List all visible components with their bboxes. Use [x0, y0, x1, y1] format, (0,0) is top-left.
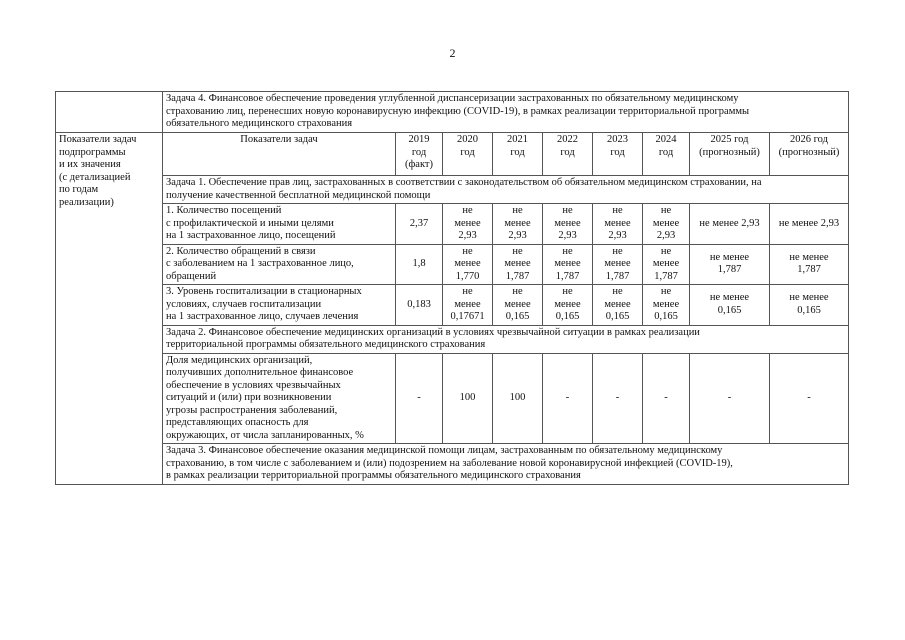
- year-header-line: год: [510, 146, 525, 158]
- indicator-label: [163, 244, 396, 285]
- value-cell-line: менее: [454, 217, 481, 229]
- value-cell: [443, 244, 493, 285]
- value-2026-line: 0,165: [797, 304, 821, 316]
- indicator-label-line: обеспечение в условиях чрезвычайных: [166, 379, 341, 391]
- task1-heading-line: получение качественной бесплатной медицинской помощи: [166, 189, 431, 201]
- value-cell-line: не: [612, 286, 623, 297]
- value-cell-line: не: [512, 205, 523, 216]
- value-cell-line: менее: [554, 298, 581, 310]
- empty-cell: [56, 92, 163, 133]
- task1-heading-line: Задача 1. Обеспечение прав лиц, застрахованных в соответствии с законодательством об обязательном медицинском страховании, на: [166, 177, 762, 188]
- left-header-line: подпрограммы: [59, 146, 126, 158]
- value-2025-line: не менее: [709, 292, 750, 304]
- value-2026-line: не менее: [789, 292, 829, 304]
- left-header-line: по годам: [59, 184, 99, 195]
- column-header-indicators-line: Показатели задач: [240, 134, 318, 145]
- value-cell-line: не: [612, 245, 623, 257]
- value-cell-line: 2,93: [656, 230, 676, 241]
- value-cell: [593, 285, 643, 326]
- year-header-line: год: [460, 146, 475, 158]
- indicator-label-line: получивших дополнительное финансовое: [166, 367, 354, 378]
- page-number: 2: [449, 46, 456, 60]
- year-header: [396, 133, 443, 176]
- value-cell-line: 2,93: [608, 230, 627, 241]
- value-cell-line: менее: [652, 298, 680, 310]
- value-cell-line: 1,787: [654, 270, 678, 282]
- value-2019: [396, 285, 443, 326]
- value-2026: [770, 285, 849, 326]
- value-cell-line: менее: [604, 217, 631, 229]
- value-cell-line: менее: [504, 217, 531, 229]
- year-header-line: 2019: [408, 134, 430, 145]
- value-cell-line: не: [562, 205, 573, 216]
- value-cell-line: менее: [604, 298, 631, 310]
- value-2025: [690, 244, 770, 285]
- year-header: [593, 133, 643, 176]
- value-cell-line: менее: [554, 217, 581, 229]
- year-header: [690, 133, 770, 176]
- value-cell: [443, 353, 493, 444]
- value-cell-line: не: [512, 286, 523, 297]
- table-row: [56, 204, 849, 245]
- value-cell-line: не: [562, 286, 573, 297]
- year-header-line: 2026 год: [790, 134, 828, 145]
- value-cell-line: менее: [604, 258, 631, 269]
- indicator-label-line: условиях, случаев госпитализации: [166, 298, 322, 310]
- year-header-line: 2025 год: [710, 134, 749, 145]
- value-cell-line: 0,17671: [450, 311, 485, 322]
- year-header-line: год: [560, 146, 575, 158]
- task4-heading-line: Задача 4. Финансовое обеспечение проведения углубленной диспансеризации застрахованных по обязательному медицинскому: [166, 93, 739, 104]
- value-2026-line: не менее 2,93: [778, 217, 840, 229]
- value-cell-line: менее: [652, 258, 680, 269]
- left-header-line: (с детализацией: [59, 171, 131, 183]
- indicator-label-line: на 1 застрахованное лицо, случаев лечения: [166, 311, 359, 322]
- value-2025-line: не менее 2,93: [699, 217, 760, 229]
- table-row: [56, 285, 849, 326]
- indicator-label-line: 3. Уровень госпитализации в стационарных: [166, 286, 362, 297]
- value-2025-line: 0,165: [717, 304, 742, 316]
- value-cell-line: 100: [509, 392, 526, 403]
- value-cell: [593, 244, 643, 285]
- value-cell-line: не: [562, 245, 573, 257]
- value-cell-line: менее: [454, 258, 481, 269]
- left-header: [56, 133, 163, 485]
- task2-heading-line: Задача 2. Финансовое обеспечение медицинских организаций в условиях чрезвычайной ситуации в рамках реализации: [166, 326, 700, 338]
- indicator-label: [163, 285, 396, 326]
- value-cell-line: не: [660, 286, 672, 297]
- indicator-label: [163, 353, 396, 444]
- year-header: [543, 133, 593, 176]
- indicator-label-line: 1. Количество посещений: [166, 205, 282, 216]
- value-cell: [493, 285, 543, 326]
- value-cell-line: -: [727, 392, 732, 403]
- indicator-label: [163, 204, 396, 245]
- value-cell-line: менее: [554, 258, 581, 269]
- value-2019-line: 1,8: [412, 258, 426, 269]
- task3-heading-line: Задача 3. Финансовое обеспечение оказания медицинской помощи лицам, застрахованным по обязательному медицинскому: [166, 445, 723, 456]
- task1-heading: [163, 176, 849, 204]
- value-cell-line: не: [462, 205, 473, 216]
- year-header: [443, 133, 493, 176]
- value-cell-line: не: [660, 205, 672, 216]
- value-cell: [543, 353, 593, 444]
- value-cell-line: 0,165: [654, 311, 678, 322]
- value-cell: [593, 204, 643, 245]
- value-cell-line: 100: [459, 392, 476, 403]
- value-cell-line: 0,165: [555, 311, 580, 322]
- value-2025-line: 1,787: [717, 264, 742, 276]
- value-cell-line: 1,787: [555, 270, 580, 282]
- value-cell: [643, 353, 690, 444]
- value-cell: [443, 204, 493, 245]
- year-header-line: 2021: [507, 134, 528, 145]
- value-cell: [643, 285, 690, 326]
- indicator-label-line: Доля медицинских организаций,: [166, 354, 313, 366]
- task4-heading-line: страхованию лиц, перенесших новую коронавирусную инфекцию (COVID-19), в рамках реализации территориальной программы: [166, 105, 750, 117]
- value-cell-line: -: [807, 392, 811, 403]
- task2-heading-line: территориальной программы обязательного медицинского страхования: [166, 339, 486, 350]
- value-cell: [543, 204, 593, 245]
- value-cell-line: -: [615, 392, 620, 403]
- value-cell: [593, 353, 643, 444]
- value-cell-line: 2,93: [458, 230, 477, 241]
- task4-heading-line: обязательного медицинского страхования: [166, 118, 353, 129]
- value-cell-line: не: [512, 245, 523, 257]
- year-header-line: 2023: [607, 134, 628, 145]
- task3-heading-line: страхованию, в том числе с заболеванием и (или) подозрением на заболевание новой коронавирусной инфекцией (COVID-19),: [166, 457, 733, 469]
- value-2026-line: не менее: [789, 251, 829, 263]
- year-header: [770, 133, 849, 176]
- value-cell-line: -: [664, 392, 668, 403]
- value-cell: [643, 244, 690, 285]
- value-2019-line: 2,37: [409, 217, 429, 229]
- value-cell-line: 2,93: [508, 230, 527, 241]
- value-cell: [396, 353, 443, 444]
- value-2026-line: 1,787: [797, 264, 821, 276]
- year-header-line: год: [610, 146, 625, 158]
- value-cell-line: не: [462, 286, 473, 297]
- value-2019: [396, 244, 443, 285]
- task3-heading-line: в рамках реализации территориальной программы обязательного медицинского страхования: [166, 470, 581, 481]
- indicator-label-line: окружающих, от числа запланированных, %: [166, 429, 364, 441]
- left-header-line: и их значения: [59, 159, 121, 170]
- value-cell: [770, 353, 849, 444]
- value-2025: [690, 204, 770, 245]
- value-cell-line: 0,165: [505, 311, 530, 322]
- value-cell-line: менее: [504, 298, 531, 310]
- year-header-line: год: [658, 146, 674, 158]
- table-row: [56, 353, 849, 444]
- task3-heading: [163, 444, 849, 485]
- value-2025-line: не менее: [709, 251, 750, 263]
- value-cell: [543, 285, 593, 326]
- task2-heading: [163, 325, 849, 353]
- value-cell-line: не: [612, 205, 623, 216]
- value-cell-line: не: [660, 245, 672, 257]
- value-cell-line: 2,93: [558, 230, 577, 241]
- task4-heading: [163, 92, 849, 133]
- value-cell: [443, 285, 493, 326]
- value-2019-line: 0,183: [407, 298, 431, 310]
- indicator-label-line: угрозы распространения заболеваний,: [166, 404, 338, 416]
- year-header: [643, 133, 690, 176]
- value-2026: [770, 204, 849, 245]
- value-2026: [770, 244, 849, 285]
- value-cell-line: 0,165: [605, 311, 630, 322]
- indicator-label-line: ситуаций и (или) при возникновении: [166, 392, 332, 403]
- left-header-line: Показатели задач: [59, 134, 137, 145]
- value-cell-line: 1,787: [605, 270, 630, 282]
- year-header-line: (факт): [404, 159, 433, 170]
- year-header-line: год: [411, 146, 427, 158]
- indicators-table: [55, 91, 849, 485]
- year-header-line: 2020: [457, 134, 478, 145]
- column-header-indicators: [163, 133, 396, 176]
- year-header-line: (прогнозный): [699, 146, 760, 158]
- indicator-label-line: 2. Количество обращений в связи: [166, 245, 316, 257]
- value-cell: [643, 204, 690, 245]
- value-cell-line: -: [565, 392, 570, 403]
- value-cell: [493, 353, 543, 444]
- value-2025: [690, 285, 770, 326]
- value-2019: [396, 204, 443, 245]
- value-cell: [543, 244, 593, 285]
- value-cell: [493, 204, 543, 245]
- indicator-label-line: с заболеванием на 1 застрахованное лицо,: [166, 258, 354, 269]
- year-header-line: (прогнозный): [778, 146, 840, 158]
- value-cell-line: менее: [454, 298, 481, 310]
- indicator-label-line: представляющих опасность для: [166, 417, 309, 428]
- value-cell: [493, 244, 543, 285]
- value-cell-line: 1,770: [455, 270, 480, 282]
- year-header-line: 2022: [557, 134, 578, 145]
- value-cell-line: менее: [652, 217, 680, 229]
- year-header: [493, 133, 543, 176]
- value-cell-line: -: [417, 392, 421, 403]
- indicator-label-line: с профилактической и иными целями: [166, 217, 334, 229]
- table-row: [56, 244, 849, 285]
- year-header-line: 2024: [655, 134, 677, 145]
- value-cell-line: менее: [504, 258, 531, 269]
- left-header-line: реализации): [59, 196, 114, 208]
- indicator-label-line: на 1 застрахованное лицо, посещений: [166, 230, 336, 241]
- indicator-label-line: обращений: [166, 270, 217, 282]
- value-cell-line: 1,787: [505, 270, 530, 282]
- value-cell: [690, 353, 770, 444]
- value-cell-line: не: [462, 245, 473, 257]
